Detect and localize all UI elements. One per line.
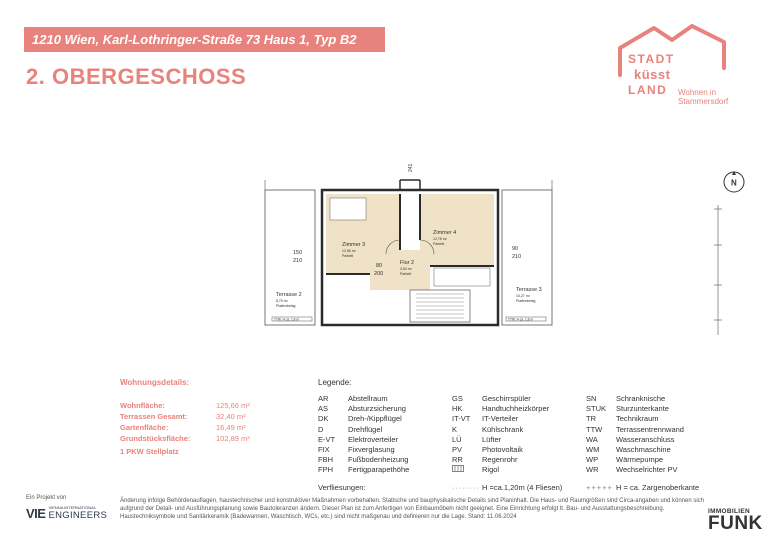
zimmer-4-area: 12,78 m² [433, 237, 447, 241]
legend-grid [318, 394, 738, 484]
dim-241: 241 [408, 163, 414, 172]
zimmer-3-name: Zimmer 3 [342, 242, 366, 248]
zimmer-4-fill [420, 194, 494, 266]
details-heading: Wohnungsdetails: [120, 378, 190, 387]
tiling-label: Verfliesungen: [318, 483, 366, 492]
legend-item: E-VT Elektroverteiler [318, 434, 399, 444]
legend-item: LÜ Lüfter [452, 434, 502, 444]
legend-item: IT-VT IT-Verteiler [452, 414, 519, 424]
detail-label: Grundstücksfläche: [120, 434, 191, 443]
logo-word-kuesst: küsst [634, 67, 671, 82]
legend-column-3 [586, 394, 684, 476]
zimmer-3-area: 12,56 m² [342, 249, 356, 253]
detail-label: Gartenfläche: [120, 423, 169, 432]
stadt-kuesst-land-logo [612, 20, 742, 110]
legend-column-2 [452, 394, 549, 476]
compass-n-label: N [731, 178, 737, 188]
legend-item: DK Dreh-/Kippflügel [318, 414, 402, 424]
detail-value: 32,40 m² [216, 412, 246, 421]
floor-plan [250, 160, 560, 335]
apartment-details [120, 378, 290, 456]
immobilien-funk-logo [708, 508, 763, 533]
tiling-dotted-icon: ········ [452, 483, 480, 492]
dim-90: 90 [512, 246, 519, 252]
legend-item: WA Wasseranschluss [586, 434, 675, 444]
legend-item: HK Handtuchheizkörper [452, 404, 550, 414]
terrace-3-area [502, 190, 552, 325]
detail-value: 125,66 m² [216, 401, 250, 410]
terrasse-3-name: Terrasse 3 [516, 287, 542, 293]
detail-row-terrassen [120, 412, 290, 423]
detail-row-grundstueck [120, 434, 290, 445]
detail-label: Terrassen Gesamt: [120, 412, 188, 421]
terrasse-3-area: 10,27 m² [516, 294, 530, 298]
zimmer-3-floor: Parkett [342, 254, 354, 258]
legend-column-1 [318, 394, 409, 476]
flur-2-floor: Parkett [400, 272, 412, 276]
address-banner [24, 27, 385, 52]
zimmer-4-name: Zimmer 4 [433, 230, 457, 236]
legend-item: FPH Fertigparapethöhe [318, 465, 410, 475]
tiling-height-frame: H = ca. Zargenoberkante [616, 483, 700, 492]
legend-item: WR Wechselrichter PV [586, 465, 678, 475]
detail-label: Wohnfläche: [120, 401, 165, 410]
floor-title: 2. OBERGESCHOSS [26, 64, 247, 89]
legend-item: FBH Fußbodenheizung [318, 455, 409, 465]
legend-item: Rigol [452, 465, 549, 475]
legend-item: WM Waschmaschine [586, 444, 671, 454]
legend-item: AR Abstellraum [318, 394, 388, 403]
project-credit [26, 495, 107, 521]
legend-item: D Drehflügel [318, 424, 383, 434]
legend-item: TR Technikraum [586, 414, 659, 424]
ttw-label-left: TTW: H ca. 1,8 m [274, 317, 299, 322]
ttw-label-right: TTW: H ca. 1,8 m [508, 317, 533, 322]
funk-big-text: FUNK [708, 513, 763, 534]
detail-row-wohnflaeche [120, 401, 290, 412]
logo-sub-wohnen: Wohnen in [678, 88, 717, 97]
zimmer-4-floor: Parkett [433, 242, 445, 246]
rigol-icon [452, 465, 482, 475]
compass-icon [722, 170, 746, 194]
terrasse-2-floor: Plattenbelag [276, 304, 296, 308]
flur-2-name: Flur 2 [400, 260, 415, 266]
address-text: 1210 Wien, Karl-Lothringer-Straße 73 Haus 1, Typ B2 [32, 32, 357, 47]
legend-item: K Kühlschrank [452, 424, 524, 434]
funk-small-text: IMMOBILIEN [708, 508, 750, 515]
legend-item: FIX Fixverglasung [318, 444, 395, 454]
floor-plan-drawing [250, 160, 560, 335]
legend-item: RR Regenrohr [452, 455, 518, 465]
vie-mark: VIE [26, 505, 46, 521]
vie-engineers-text: ENGINEERS [48, 510, 108, 521]
vie-engineers-logo [26, 505, 107, 521]
logo-word-land: LAND [628, 83, 668, 97]
disclaimer-text: Änderung infolge Behördenauflagen, haustechnischer und konstruktiver Maßnahmen vorbehalten. Statische und bauphysikalische Details sind Planinhalt. Die Haus- und Raumgrößen sind Circa-angaben und können sich aufgrund der Detail- und Ausführungsplanung sowie Bautoleranzen ändern. Dieser Plan ist zum Anfertigen von Einbaumöbeln nicht geeignet. Eine Einrichtung erfolgt lt. Bau- und Ausstattungsbeschreibung. Haustechniksymbole und Sanitärkeramik (Badewannen, Waschtisch, WCs, etc.) sind nicht maßgenau und definieren nur die Lage. Stand: 11.06.2024 [120, 498, 705, 521]
legend-item: GS Geschirrspüler [452, 394, 531, 403]
legend [318, 378, 738, 492]
terrasse-2-area: 8,75 m² [276, 299, 288, 303]
logo-sub-stammersdorf: Stammersdorf [678, 97, 729, 106]
legend-item: SN Schranknische [586, 394, 666, 403]
dim-200: 200 [374, 271, 384, 277]
parking-info: 1 PKW Stellplatz [120, 447, 179, 456]
detail-row-garten [120, 423, 290, 434]
detail-value: 102,89 m² [216, 434, 250, 443]
legend-item: AS Absturzsicherung [318, 404, 406, 414]
terrasse-2-name: Terrasse 2 [276, 292, 302, 298]
legend-item: STUK Sturzunterkante [586, 404, 669, 414]
logo-word-stadt: STADT [628, 52, 675, 66]
tiling-cross-icon: +++++ [586, 483, 613, 492]
detail-value: 16,49 m² [216, 423, 246, 432]
side-elevation-marker [712, 195, 736, 345]
dim-80: 80 [376, 263, 383, 269]
vie-small-text: VIENNA INTERNATIONAL [48, 505, 96, 510]
dim-210: 210 [293, 258, 303, 264]
dim-150: 150 [293, 250, 303, 256]
terrasse-3-floor: Plattenbelag [516, 299, 536, 303]
legend-item: PV Photovoltaik [452, 444, 523, 454]
tiling-height-tiles: H =ca.1,20m (4 Fliesen) [482, 483, 563, 492]
legend-item: TTW Terrassentrennwand [586, 424, 684, 434]
legend-heading: Legende: [318, 378, 352, 387]
project-label: Ein Projekt von [26, 495, 67, 501]
flur-2-area: 3,54 m² [400, 267, 412, 271]
dim-210b: 210 [512, 254, 522, 260]
legend-item: WP Wärmepumpe [586, 455, 664, 465]
